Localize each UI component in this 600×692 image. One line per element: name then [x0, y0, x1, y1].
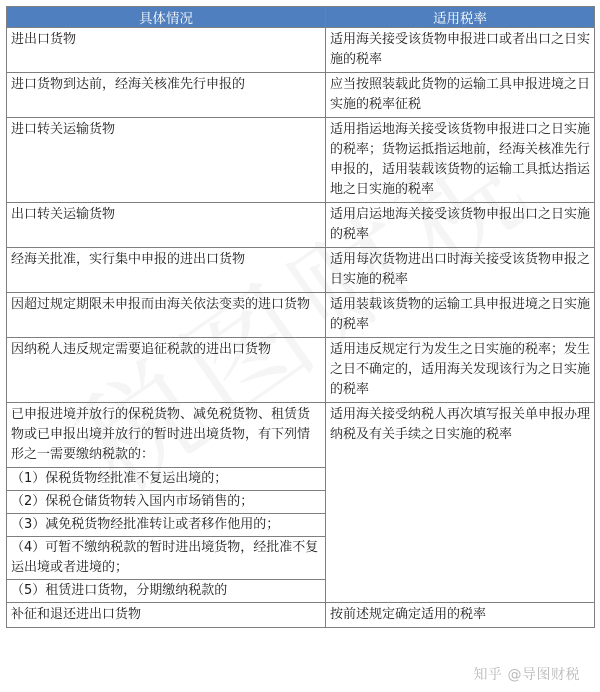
- situation-cell: 进出口货物: [7, 28, 326, 73]
- special-intro-row: [7, 403, 595, 468]
- rate-cell: 按前述规定确定适用的税率: [326, 603, 595, 628]
- rate-cell: 适用违反规定行为发生之日实施的税率；发生之日不确定的，适用海关发现该行为之日实施的税率: [326, 338, 595, 403]
- rate-cell: 适用指运地海关接受该货物申报进口之日实施的税率；货物运抵指运地前，经海关核准先行申报的，适用装载该货物的运输工具抵达指运地之日实施的税率: [326, 118, 595, 203]
- special-intro-cell: 已申报进境并放行的保税货物、减免税货物、租赁货物或已申报出境并放行的暂时进出境货物，有下列情形之一需要缴纳税款的：: [7, 403, 326, 468]
- special-item-cell: （2）保税仓储货物转入国内市场销售的；: [7, 491, 326, 514]
- table-row: [7, 203, 595, 248]
- table-row: [7, 248, 595, 293]
- tax-rate-table-wrapper: [6, 6, 594, 628]
- rate-cell: 适用海关接受该货物申报进口或者出口之日实施的税率: [326, 28, 595, 73]
- rate-cell: 适用每次货物进出口时海关接受该货物申报之日实施的税率: [326, 248, 595, 293]
- rate-cell: 适用启运地海关接受该货物申报出口之日实施的税率: [326, 203, 595, 248]
- table-row: [7, 118, 595, 203]
- special-item-cell: （5）租赁进口货物，分期缴纳税款的: [7, 580, 326, 603]
- situation-cell: 因纳税人违反规定需要追征税款的进出口货物: [7, 338, 326, 403]
- special-item-cell: （3）减免税货物经批准转让或者移作他用的；: [7, 514, 326, 537]
- header-rate: 适用税率: [326, 7, 595, 28]
- situation-cell: 进口转关运输货物: [7, 118, 326, 203]
- special-item-cell: （4）可暂不缴纳税款的暂时进出境货物，经批准不复运出境或者进境的；: [7, 537, 326, 580]
- table-row: [7, 73, 595, 118]
- rate-cell: 应当按照装载此货物的运输工具申报进境之日实施的税率征税: [326, 73, 595, 118]
- special-rate-cell: 适用海关接受纳税人再次填写报关单申报办理纳税及有关手续之日实施的税率: [326, 403, 595, 603]
- table-row: [7, 293, 595, 338]
- situation-cell: 出口转关运输货物: [7, 203, 326, 248]
- situation-cell: 因超过规定期限未申报而由海关依法变卖的进口货物: [7, 293, 326, 338]
- situation-cell: 进口货物到达前，经海关核准先行申报的: [7, 73, 326, 118]
- situation-cell: 补征和退还进出口货物: [7, 603, 326, 628]
- tax-rate-table: [6, 6, 595, 628]
- source-watermark: 知乎 @导图财税: [473, 667, 580, 683]
- rate-cell: 适用装载该货物的运输工具申报进境之日实施的税率: [326, 293, 595, 338]
- header-situation: 具体情况: [7, 7, 326, 28]
- table-row: [7, 338, 595, 403]
- table-row: [7, 28, 595, 73]
- table-row-last: [7, 603, 595, 628]
- special-item-cell: （1）保税货物经批准不复运出境的；: [7, 468, 326, 491]
- situation-cell: 经海关批准，实行集中申报的进出口货物: [7, 248, 326, 293]
- table-header-row: [7, 7, 595, 28]
